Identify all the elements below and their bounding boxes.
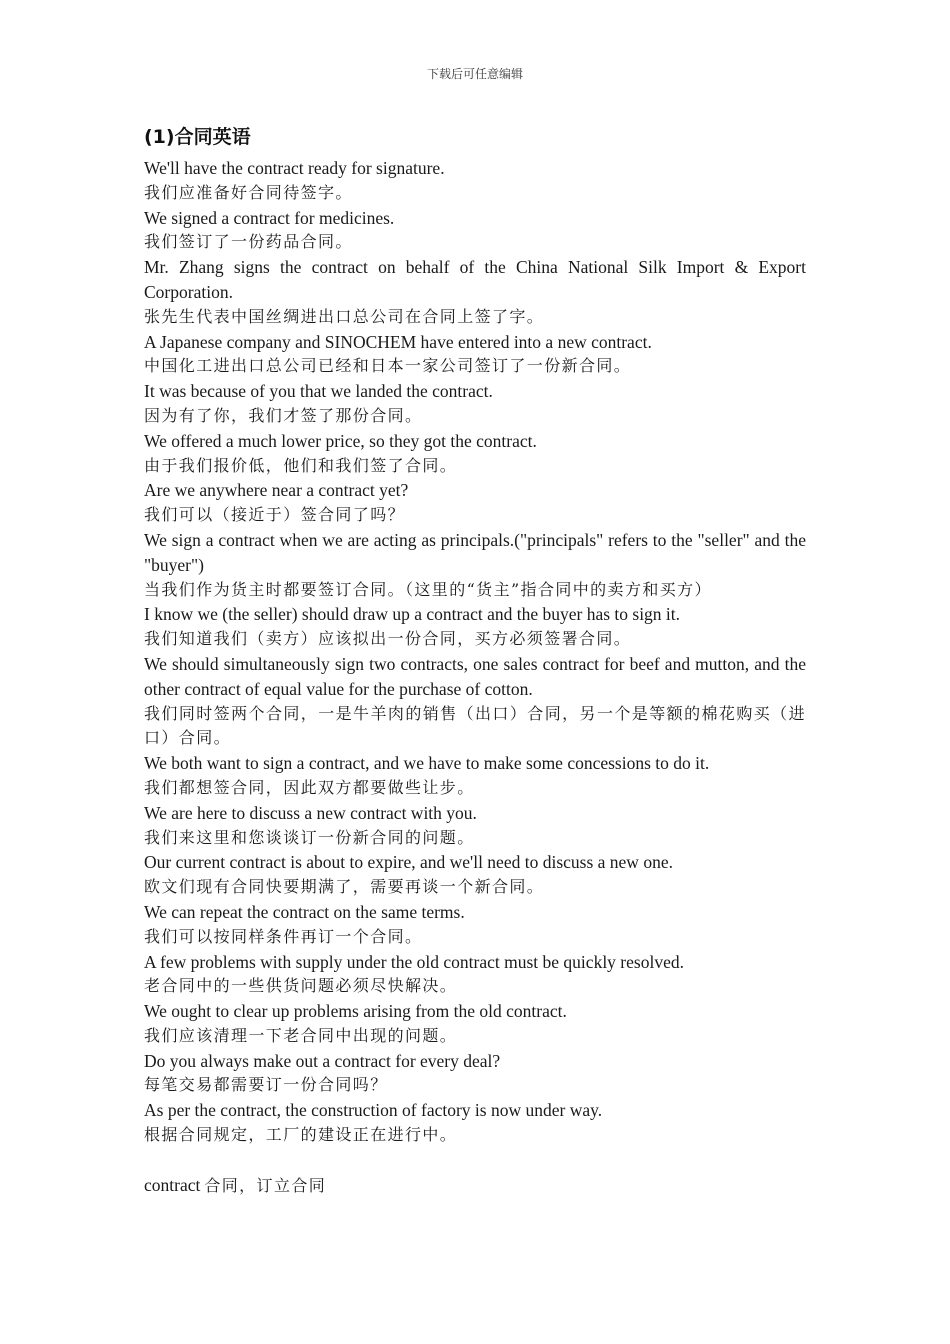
sentence-english: As per the contract, the construction of factory is now under way. xyxy=(144,1100,603,1121)
sentence-english: A Japanese company and SINOCHEM have entered into a new contract. xyxy=(144,331,652,352)
sentence-chinese: 当我们作为货主时都要签订合同。（这里的“货主”指合同中的卖方和买方） xyxy=(144,579,712,599)
sentence-chinese: 我们来这里和您谈谈订一份新合同的问题。 xyxy=(144,827,475,847)
sentence-chinese: 欧文们现有合同快要期满了，需要再谈一个新合同。 xyxy=(144,877,545,897)
document-body xyxy=(144,122,806,1199)
sentence-chinese: 张先生代表中国丝绸进出口总公司在合同上签了字。 xyxy=(144,306,545,326)
sentence-english: Do you always make out a contract for every deal? xyxy=(144,1050,501,1071)
blank-line xyxy=(144,1148,806,1173)
page-header-note: 下载后可任意编辑 xyxy=(426,67,523,81)
sentence-english: Are we anywhere near a contract yet? xyxy=(144,480,409,501)
sentence-chinese: 我们知道我们（卖方）应该拟出一份合同，买方必须签署合同。 xyxy=(144,629,632,649)
sentence-english: We offered a much lower price, so they got the contract. xyxy=(144,430,537,451)
vocabulary-entry xyxy=(144,1173,806,1200)
sentence-english: We can repeat the contract on the same terms. xyxy=(144,901,465,922)
sentence-english: We sign a contract when we are acting as principals.("principals" refers to the "seller" and the "buyer") xyxy=(144,529,806,575)
sentence-english: We are here to discuss a new contract with you. xyxy=(144,802,477,823)
sentence-list xyxy=(144,156,806,1148)
sentence-chinese: 我们签订了一份药品合同。 xyxy=(144,232,353,252)
sentence-english: It was because of you that we landed the contract. xyxy=(144,381,493,402)
sentence-chinese: 我们都想签合同，因此双方都要做些让步。 xyxy=(144,777,475,797)
sentence-chinese: 我们可以按同样条件再订一个合同。 xyxy=(144,926,423,946)
sentence-english: We signed a contract for medicines. xyxy=(144,207,395,228)
sentence-english: A few problems with supply under the old contract must be quickly resolved. xyxy=(144,951,684,972)
sentence-chinese: 我们同时签两个合同，一是牛羊肉的销售（出口）合同，另一个是等额的棉花购买（进口）合同。 xyxy=(144,703,806,748)
sentence-chinese: 根据合同规定，工厂的建设正在进行中。 xyxy=(144,1125,458,1145)
sentence-chinese: 由于我们报价低，他们和我们签了合同。 xyxy=(144,455,458,475)
sentence-english: We should simultaneously sign two contracts, one sales contract for beef and mutton, and the other contract of equal value for the purchase of cotton. xyxy=(144,653,806,699)
sentence-english: Our current contract is about to expire, and we'll need to discuss a new one. xyxy=(144,852,673,873)
sentence-chinese: 中国化工进出口总公司已经和日本一家公司签订了一份新合同。 xyxy=(144,356,632,376)
vocabulary-word: contract xyxy=(144,1174,201,1195)
sentence-english: I know we (the seller) should draw up a contract and the buyer has to sign it. xyxy=(144,604,681,625)
sentence-chinese: 我们应该清理一下老合同中出现的问题。 xyxy=(144,1025,458,1045)
vocabulary-meaning: 合同，订立合同 xyxy=(204,1175,327,1195)
sentence-english: We ought to clear up problems arising from the old contract. xyxy=(144,1001,567,1022)
sentence-english: Mr. Zhang signs the contract on behalf of the China National Silk Import & Export Corporation. xyxy=(144,257,806,302)
sentence-chinese: 我们可以（接近于）签合同了吗？ xyxy=(144,505,406,525)
sentence-english: We'll have the contract ready for signature. xyxy=(144,158,445,178)
sentence-chinese: 我们应准备好合同待签字。 xyxy=(144,182,353,202)
sentence-chinese: 老合同中的一些供货问题必须尽快解决。 xyxy=(144,976,458,996)
section-title: (1)合同英语 xyxy=(144,126,251,148)
sentence-english: We both want to sign a contract, and we have to make some concessions to do it. xyxy=(144,753,710,774)
sentence-chinese: 每笔交易都需要订一份合同吗？ xyxy=(144,1075,388,1095)
sentence-chinese: 因为有了你，我们才签了那份合同。 xyxy=(144,405,423,425)
